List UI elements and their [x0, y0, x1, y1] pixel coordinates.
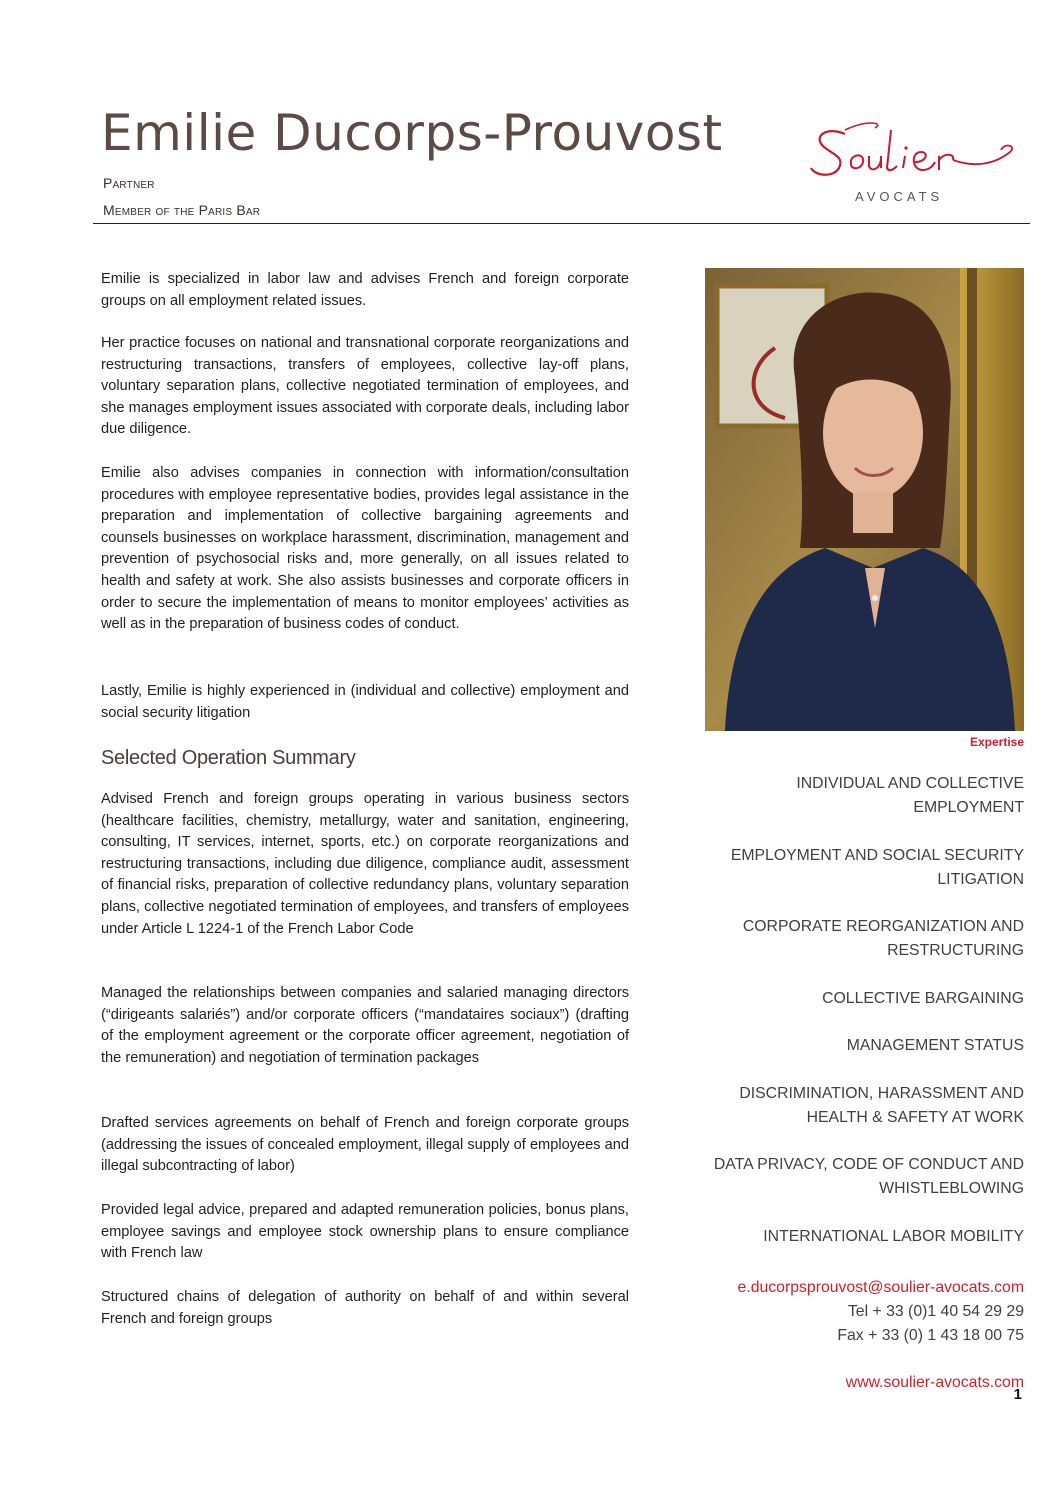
- email-link[interactable]: e.ducorpsprouvost@soulier-avocats.com: [737, 1279, 1024, 1296]
- operation-item: Provided legal advice, prepared and adapted remuneration policies, bonus plans, employee savings and employee stock ownership plans to ensure compliance with French law: [101, 1202, 629, 1262]
- bio-paragraph: Emilie also advises companies in connection with information/consultation procedures with employee representative bodies, provides legal assistance in the preparation and implementation of collective bargaining agreements and counsels businesses on workplace harassment, discrimination, management and prevention of psychosocial risks and, more generally, on all issues related to health and safety at work. She also assists businesses and corporate officers in order to secure the implementation of means to monitor employees’ activities as well as in the preparation of business codes of conduct.: [101, 465, 629, 633]
- portrait-illustration: [705, 268, 1024, 731]
- expertise-item: INTERNATIONAL LABOR MOBILITY: [763, 1227, 1024, 1245]
- position-title: Partner: [103, 175, 155, 191]
- expertise-item: EMPLOYMENT AND SOCIAL SECURITY LITIGATION: [730, 846, 1024, 888]
- phone-number: Tel + 33 (0)1 40 54 29 29: [847, 1303, 1024, 1320]
- website-link[interactable]: www.soulier-avocats.com: [845, 1374, 1024, 1391]
- bio-paragraph: Her practice focuses on national and transnational corporate reorganizations and restructuring transactions, transfers of employees, collective lay-off plans, voluntary separation plans, collective negotiated termination of employees, and she manages employment issues associated with corporate deals, including labor due diligence.: [101, 335, 629, 438]
- header-divider: [93, 223, 1030, 224]
- expertise-item: COLLECTIVE BARGAINING: [822, 989, 1024, 1007]
- expertise-label: Expertise: [969, 735, 1024, 749]
- logo-subtitle: AVOCATS: [855, 189, 944, 204]
- operations-heading: Selected Operation Summary: [101, 747, 356, 769]
- expertise-item: CORPORATE REORGANIZATION AND RESTRUCTURING: [742, 918, 1024, 959]
- expertise-item: INDIVIDUAL AND COLLECTIVE EMPLOYMENT: [796, 775, 1024, 816]
- operation-item: Structured chains of delegation of authority on behalf of and within several French and foreign groups: [101, 1289, 629, 1327]
- soulier-avocats-logo: [805, 112, 1025, 207]
- expertise-item: DATA PRIVACY, CODE OF CONDUCT AND WHISTLEBLOWING: [713, 1156, 1024, 1197]
- bio-paragraph: Lastly, Emilie is highly experienced in (individual and collective) employment and social security litigation: [101, 683, 629, 721]
- bar-membership: Member of the Paris Bar: [103, 202, 261, 218]
- lawyer-name: Emilie Ducorps-Prouvost: [101, 104, 723, 162]
- operation-item: Managed the relationships between companies and salaried managing directors (“dirigeants salariés”) and/or corporate officers (“mandataires sociaux”) (drafting of the employment agreement or the corporate officer agreement, negotiation of the remuneration) and negotiation of termination packages: [101, 985, 629, 1066]
- expertise-list: [694, 772, 1024, 1272]
- operation-item: Advised French and foreign groups operating in various business sectors (healthcare facilities, chemistry, metallurgy, water and sanitation, engineering, consulting, IT services, internet, sports, etc.) on corporate reorganizations and restructuring transactions, including due diligence, compliance audit, assessment of financial risks, preparation of collective redundancy plans, voluntary separation plans, collective negotiated termination of employees, and transfers of employees under Article L 1224-1 of the French Labor Code: [101, 791, 629, 937]
- bio-paragraph: Emilie is specialized in labor law and advises French and foreign corporate groups on all employment related issues.: [101, 271, 629, 309]
- portrait-photo: [705, 268, 1024, 731]
- fax-number: Fax + 33 (0) 1 43 18 00 75: [837, 1327, 1024, 1344]
- page-number: 1: [1013, 1386, 1022, 1403]
- expertise-item: DISCRIMINATION, HARASSMENT AND HEALTH & SAFETY AT WORK: [739, 1084, 1024, 1126]
- expertise-item: MANAGEMENT STATUS: [846, 1037, 1024, 1054]
- operation-item: Drafted services agreements on behalf of French and foreign corporate groups (addressing the issues of concealed employment, illegal supply of employees and illegal subcontracting of labor): [101, 1115, 629, 1175]
